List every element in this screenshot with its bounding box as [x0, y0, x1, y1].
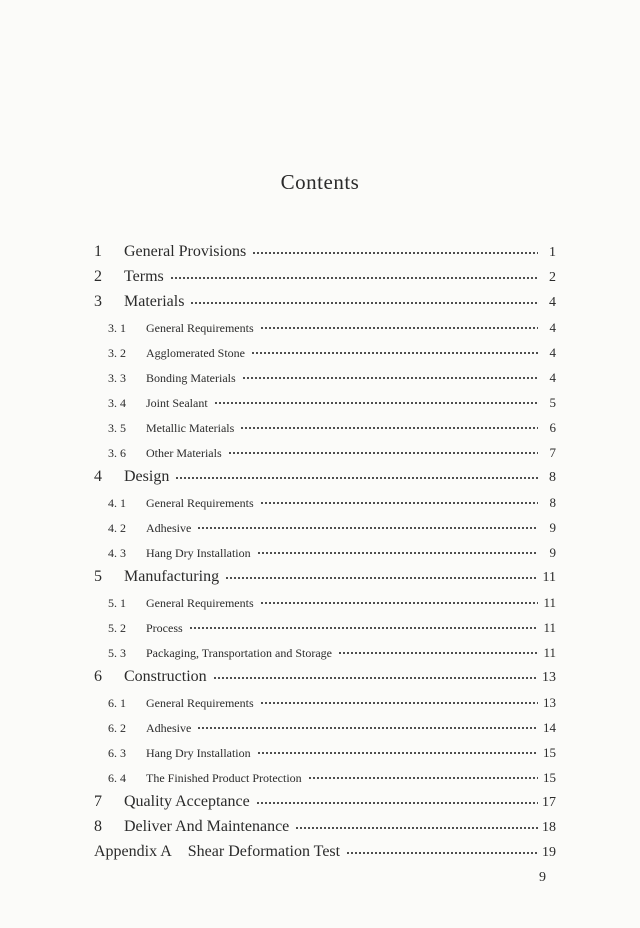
toc-entry-label: Bonding Materials: [146, 371, 236, 385]
toc-entry-page: 13: [543, 695, 556, 710]
toc-entry-number: 3. 4: [108, 396, 126, 410]
toc-entry-page: 11: [543, 595, 556, 610]
dot-leader: [240, 425, 538, 431]
toc-entry-page: 13: [542, 670, 556, 685]
toc-entry[interactable]: [94, 811, 556, 836]
toc-entry-label: General Provisions: [124, 243, 247, 260]
table-of-contents: [94, 236, 556, 861]
toc-entry-label: General Requirements: [146, 696, 254, 710]
toc-entry-label: Packaging, Transportation and Storage: [146, 646, 332, 660]
dot-leader: [228, 450, 538, 456]
toc-entry-page: 18: [542, 820, 556, 835]
toc-entry[interactable]: [94, 286, 556, 311]
dot-leader: [197, 525, 538, 531]
toc-entry-page: 4: [549, 370, 556, 385]
toc-entry[interactable]: [94, 336, 556, 361]
page-title: Contents: [280, 170, 360, 194]
toc-entry-label: Agglomerated Stone: [146, 346, 245, 360]
dot-leader: [256, 800, 538, 806]
toc-entry-number: 4: [94, 468, 102, 485]
dot-leader: [214, 400, 538, 406]
toc-entry-page: 6: [549, 420, 556, 435]
toc-entry-page: 15: [543, 745, 556, 760]
toc-entry-label: Metallic Materials: [146, 421, 235, 435]
dot-leader: [242, 375, 538, 381]
toc-entry-number: 3. 2: [108, 346, 126, 360]
toc-entry-number: 2: [94, 268, 102, 285]
toc-entry-label: General Requirements: [146, 496, 254, 510]
page-number: 9: [539, 870, 546, 885]
toc-entry-number: 6. 3: [108, 746, 126, 760]
toc-entry-label: Other Materials: [146, 446, 222, 460]
dot-leader: [213, 675, 538, 681]
toc-entry-label: Design: [124, 468, 170, 485]
dot-leader: [170, 275, 538, 281]
toc-entry-label: Construction: [124, 668, 207, 685]
toc-entry[interactable]: [94, 261, 556, 286]
toc-entry-label: Hang Dry Installation: [146, 546, 251, 560]
toc-entry-number: 6. 4: [108, 771, 126, 785]
dot-leader: [295, 825, 538, 831]
toc-entry-label: The Finished Product Protection: [146, 771, 302, 785]
toc-entry[interactable]: [94, 361, 556, 386]
toc-entry[interactable]: [94, 411, 556, 436]
toc-entry-label: Joint Sealant: [146, 396, 208, 410]
dot-leader: [260, 600, 538, 606]
toc-entry-page: 11: [543, 620, 556, 635]
toc-entry-number: 5. 1: [108, 596, 126, 610]
toc-entry-page: 11: [543, 645, 556, 660]
toc-entry-number: 7: [94, 793, 102, 810]
toc-entry-page: 7: [549, 445, 556, 460]
toc-entry-page: 15: [543, 770, 556, 785]
toc-entry-number: 3. 3: [108, 371, 126, 385]
toc-entry-page: 11: [542, 570, 556, 585]
dot-leader: [189, 625, 538, 631]
dot-leader: [260, 700, 538, 706]
toc-entry[interactable]: [94, 236, 556, 261]
toc-entry-number: 4. 3: [108, 546, 126, 560]
toc-entry[interactable]: [94, 711, 556, 736]
toc-entry[interactable]: [94, 611, 556, 636]
toc-entry-label: Shear Deformation Test: [187, 843, 341, 860]
toc-entry-number: 3. 6: [108, 446, 126, 460]
dot-leader: [190, 300, 538, 306]
toc-entry-page: 14: [543, 720, 556, 735]
toc-entry-number: Appendix A: [94, 843, 172, 860]
toc-entry-page: 8: [549, 470, 556, 485]
dot-leader: [308, 775, 538, 781]
dot-leader: [225, 575, 538, 581]
toc-entry-page: 9: [549, 520, 556, 535]
toc-entry[interactable]: [94, 736, 556, 761]
dot-leader: [338, 650, 538, 656]
toc-entry[interactable]: [94, 461, 556, 486]
toc-entry-page: 19: [542, 845, 556, 860]
toc-entry[interactable]: [94, 661, 556, 686]
dot-leader: [252, 250, 538, 256]
toc-entry-label: Materials: [124, 293, 185, 310]
toc-entry-label: General Requirements: [146, 596, 254, 610]
toc-entry[interactable]: [94, 536, 556, 561]
toc-entry-number: 3. 1: [108, 321, 126, 335]
dot-leader: [260, 325, 538, 331]
toc-entry-page: 17: [542, 795, 556, 810]
toc-entry-page: 9: [549, 545, 556, 560]
toc-entry[interactable]: [94, 386, 556, 411]
toc-entry[interactable]: [94, 636, 556, 661]
toc-entry-label: Adhesive: [146, 521, 192, 535]
toc-entry-number: 1: [94, 243, 102, 260]
toc-entry-page: 1: [549, 245, 556, 260]
toc-entry-number: 5. 3: [108, 646, 126, 660]
toc-entry-number: 5: [94, 568, 102, 585]
dot-leader: [257, 550, 538, 556]
toc-entry[interactable]: [94, 511, 556, 536]
toc-entry[interactable]: [94, 761, 556, 786]
toc-entry-label: General Requirements: [146, 321, 254, 335]
toc-entry-page: 4: [549, 295, 556, 310]
toc-entry[interactable]: [94, 586, 556, 611]
dot-leader: [260, 500, 538, 506]
toc-entry-label: Hang Dry Installation: [146, 746, 251, 760]
toc-entry-number: 5. 2: [108, 621, 126, 635]
toc-entry[interactable]: [94, 836, 556, 861]
toc-entry-label: Process: [146, 621, 183, 635]
toc-entry-number: 3. 5: [108, 421, 126, 435]
toc-entry[interactable]: [94, 686, 556, 711]
toc-entry[interactable]: [94, 561, 556, 586]
toc-entry-label: Adhesive: [146, 721, 192, 735]
toc-entry-number: 6. 1: [108, 696, 126, 710]
toc-entry-label: Deliver And Maintenance: [124, 818, 290, 835]
dot-leader: [197, 725, 538, 731]
toc-entry[interactable]: [94, 311, 556, 336]
dot-leader: [257, 750, 538, 756]
toc-entry[interactable]: [94, 436, 556, 461]
toc-entry-page: 8: [549, 495, 556, 510]
toc-entry-label: Quality Acceptance: [124, 793, 250, 810]
toc-entry-number: 4. 2: [108, 521, 126, 535]
toc-entry-page: 5: [549, 395, 556, 410]
toc-entry-number: 8: [94, 818, 102, 835]
toc-entry[interactable]: [94, 486, 556, 511]
dot-leader: [175, 475, 538, 481]
toc-entry-page: 2: [549, 270, 556, 285]
toc-entry-label: Terms: [124, 268, 164, 285]
toc-entry-page: 4: [549, 320, 556, 335]
toc-entry-number: 6. 2: [108, 721, 126, 735]
dot-leader: [346, 850, 538, 856]
toc-entry-number: 4. 1: [108, 496, 126, 510]
toc-entry[interactable]: [94, 786, 556, 811]
toc-entry-page: 4: [549, 345, 556, 360]
toc-entry-label: Manufacturing: [124, 568, 220, 585]
dot-leader: [251, 350, 538, 356]
toc-entry-number: 3: [94, 293, 102, 310]
toc-entry-number: 6: [94, 668, 102, 685]
